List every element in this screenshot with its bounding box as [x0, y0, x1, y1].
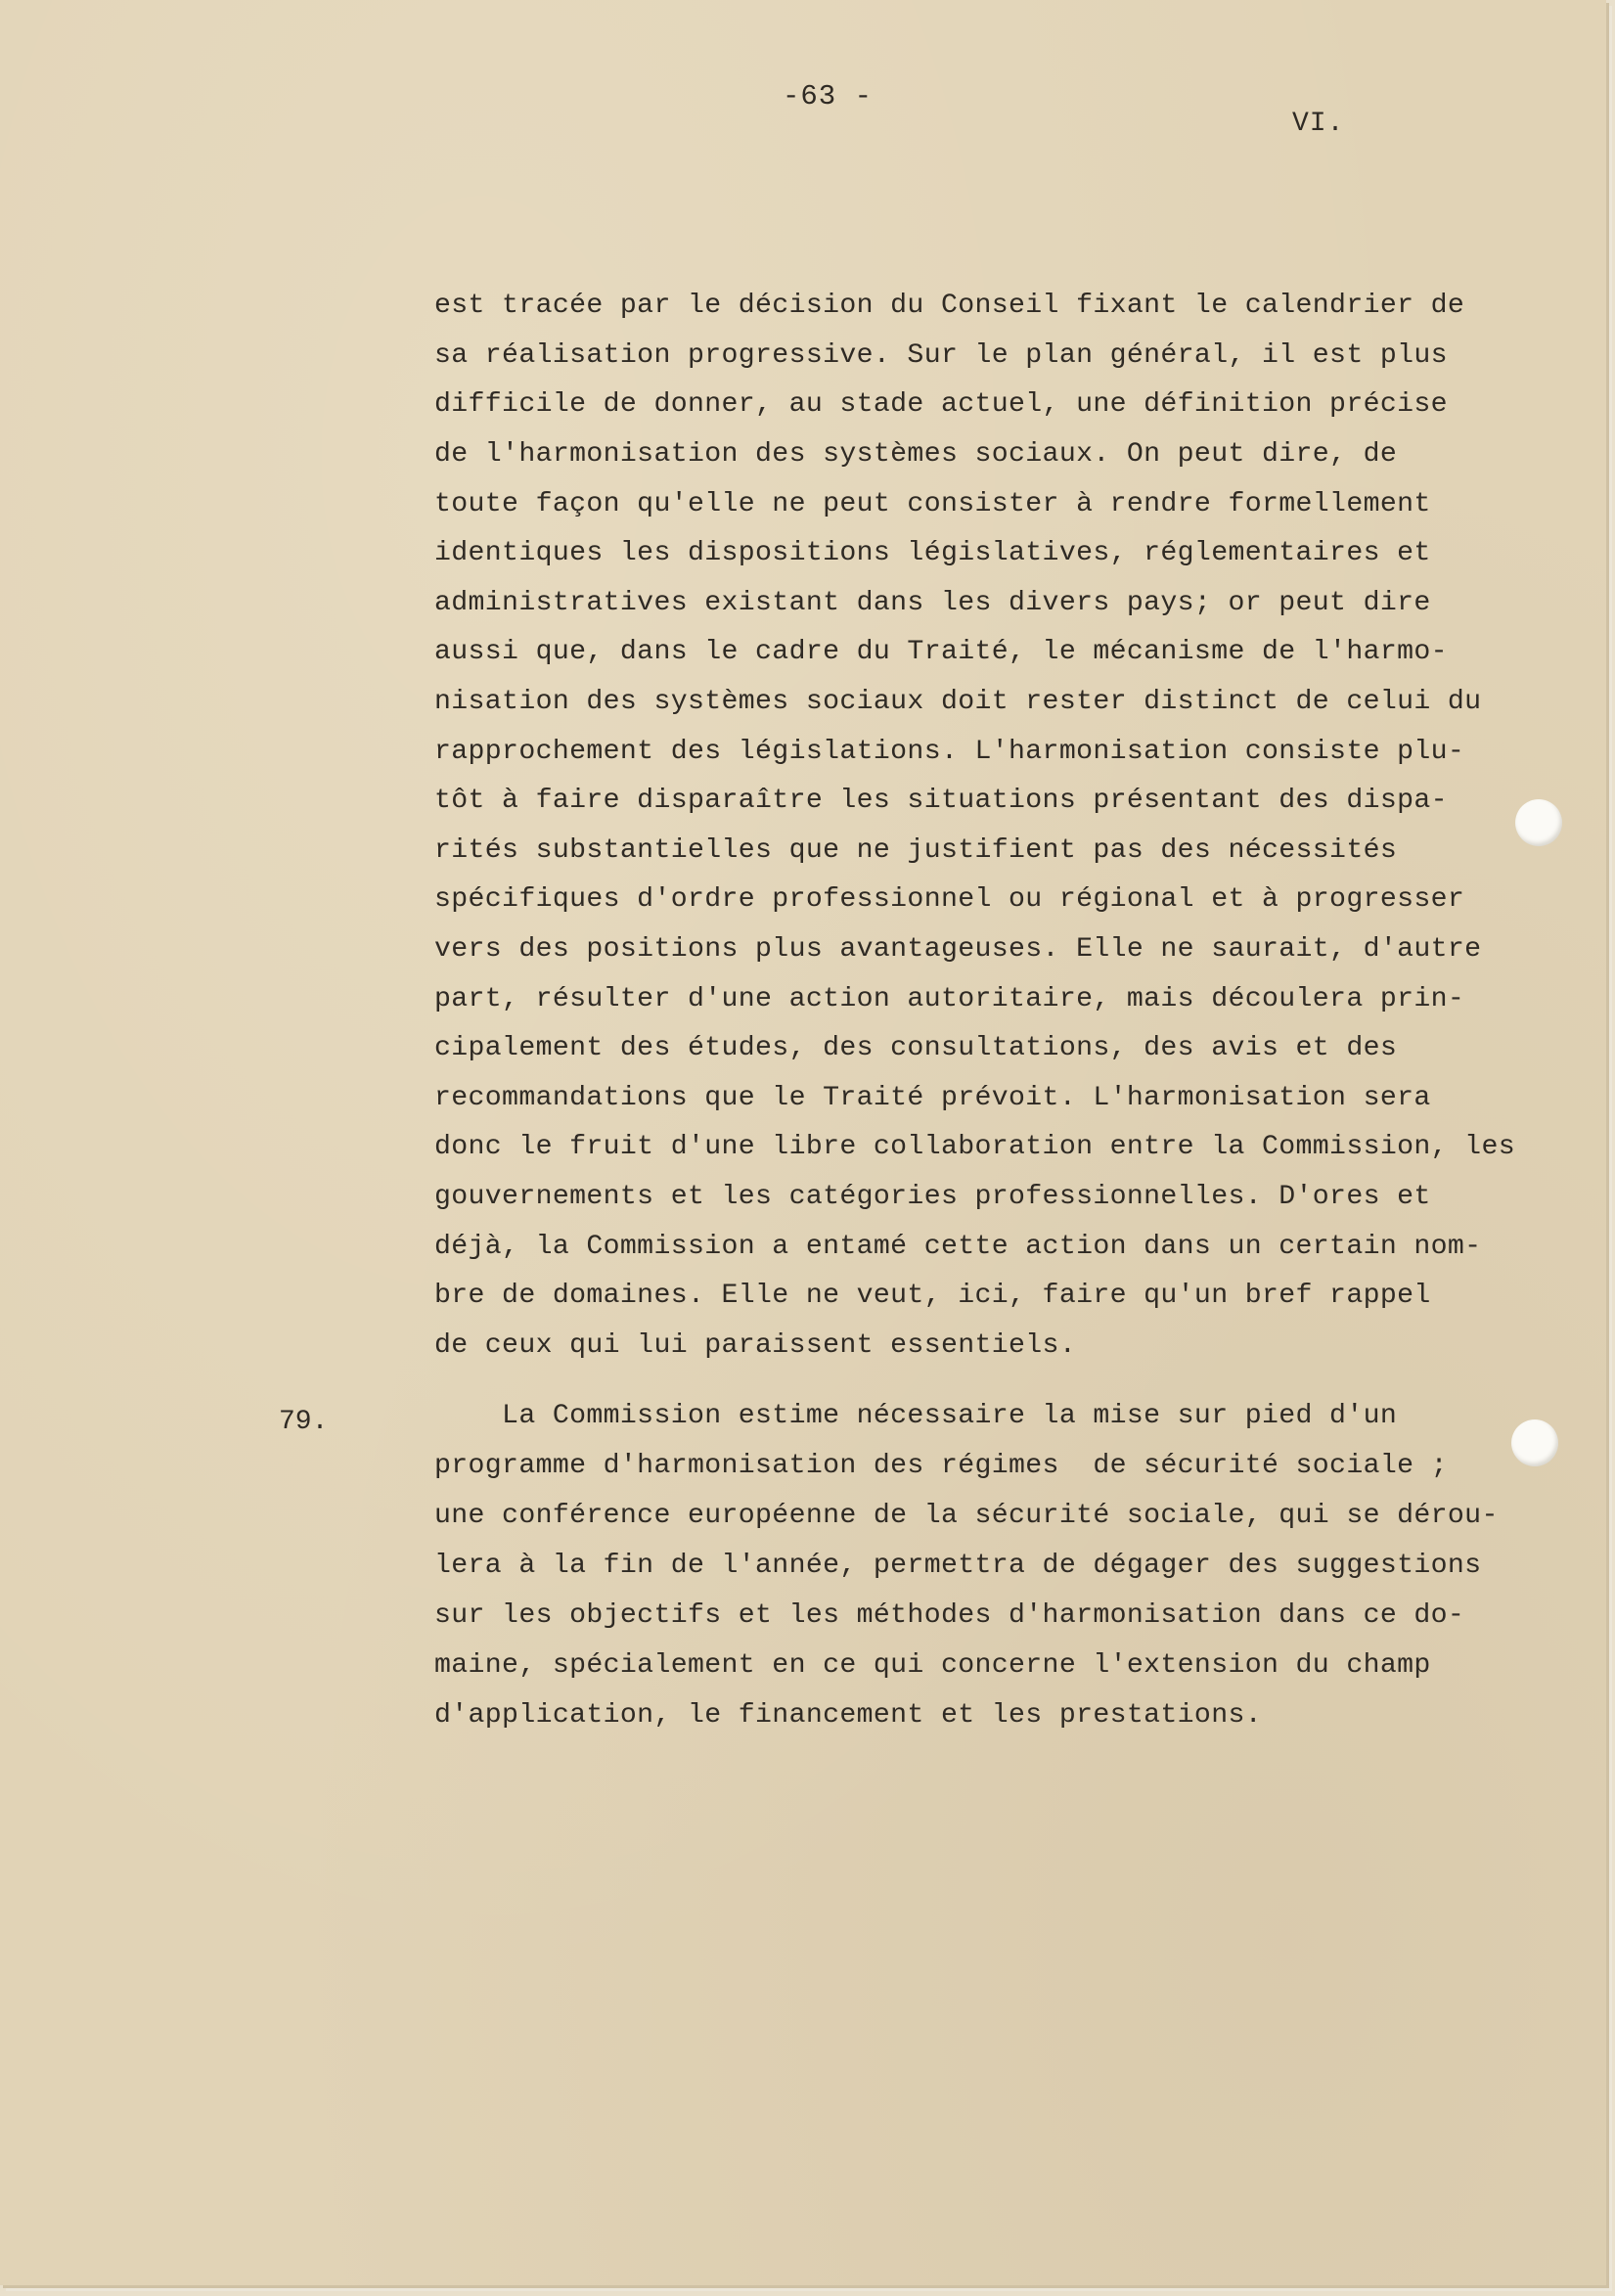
text-line: déjà, la Commission a entamé cette action dans un certain nom- [434, 1232, 1482, 1262]
text-line: programme d'harmonisation des régimes de sécurité sociale ; [434, 1451, 1448, 1481]
text-line: sur les objectifs et les méthodes d'harmonisation dans ce do- [434, 1600, 1465, 1631]
text-line: lera à la fin de l'année, permettra de dégager des suggestions [434, 1551, 1482, 1581]
text-line: bre de domaines. Elle ne veut, ici, faire qu'un bref rappel [434, 1281, 1431, 1311]
text-line: administratives existant dans les divers pays; or peut dire [434, 588, 1431, 618]
text-line: maine, spécialement en ce qui concerne l'extension du champ [434, 1650, 1431, 1681]
text-line: vers des positions plus avantageuses. Elle ne saurait, d'autre [434, 934, 1482, 965]
text-line: de l'harmonisation des systèmes sociaux. On peut dire, de [434, 439, 1398, 470]
text-line: aussi que, dans le cadre du Traité, le mécanisme de l'harmo- [434, 637, 1448, 667]
punch-hole [1515, 799, 1562, 846]
section-mark: VI. [1292, 109, 1345, 139]
text-line: une conférence européenne de la sécurité sociale, qui se dérou- [434, 1501, 1499, 1531]
text-line: La Commission estime nécessaire la mise sur pied d'un [434, 1401, 1398, 1431]
text-line: de ceux qui lui paraissent essentiels. [434, 1330, 1077, 1361]
paragraph-number: 79. [279, 1407, 329, 1437]
text-line: rités substantielles que ne justifient pas des nécessités [434, 835, 1398, 866]
text-line: tôt à faire disparaître les situations présentant des dispa- [434, 786, 1448, 816]
text-line: spécifiques d'ordre professionnel ou régional et à progresser [434, 884, 1465, 915]
text-line: recommandations que le Traité prévoit. L'harmonisation sera [434, 1083, 1431, 1113]
punch-hole [1511, 1419, 1558, 1466]
text-line: sa réalisation progressive. Sur le plan général, il est plus [434, 340, 1448, 371]
text-line: est tracée par le décision du Conseil fixant le calendrier de [434, 291, 1465, 321]
text-line: difficile de donner, au stade actuel, une définition précise [434, 389, 1448, 420]
text-line: toute façon qu'elle ne peut consister à rendre formellement [434, 489, 1431, 519]
text-line: nisation des systèmes sociaux doit rester distinct de celui du [434, 687, 1482, 717]
text-line: identiques les dispositions législatives, réglementaires et [434, 538, 1431, 568]
text-line: cipalement des études, des consultations, des avis et des [434, 1033, 1398, 1063]
text-line: donc le fruit d'une libre collaboration entre la Commission, les [434, 1132, 1515, 1162]
text-line: rapprochement des législations. L'harmonisation consiste plu- [434, 737, 1465, 767]
text-line: d'application, le financement et les prestations. [434, 1700, 1262, 1731]
text-line: part, résulter d'une action autoritaire, mais découlera prin- [434, 984, 1465, 1014]
text-line: gouvernements et les catégories professionnelles. D'ores et [434, 1182, 1431, 1212]
page-number: -63 - [783, 80, 874, 113]
